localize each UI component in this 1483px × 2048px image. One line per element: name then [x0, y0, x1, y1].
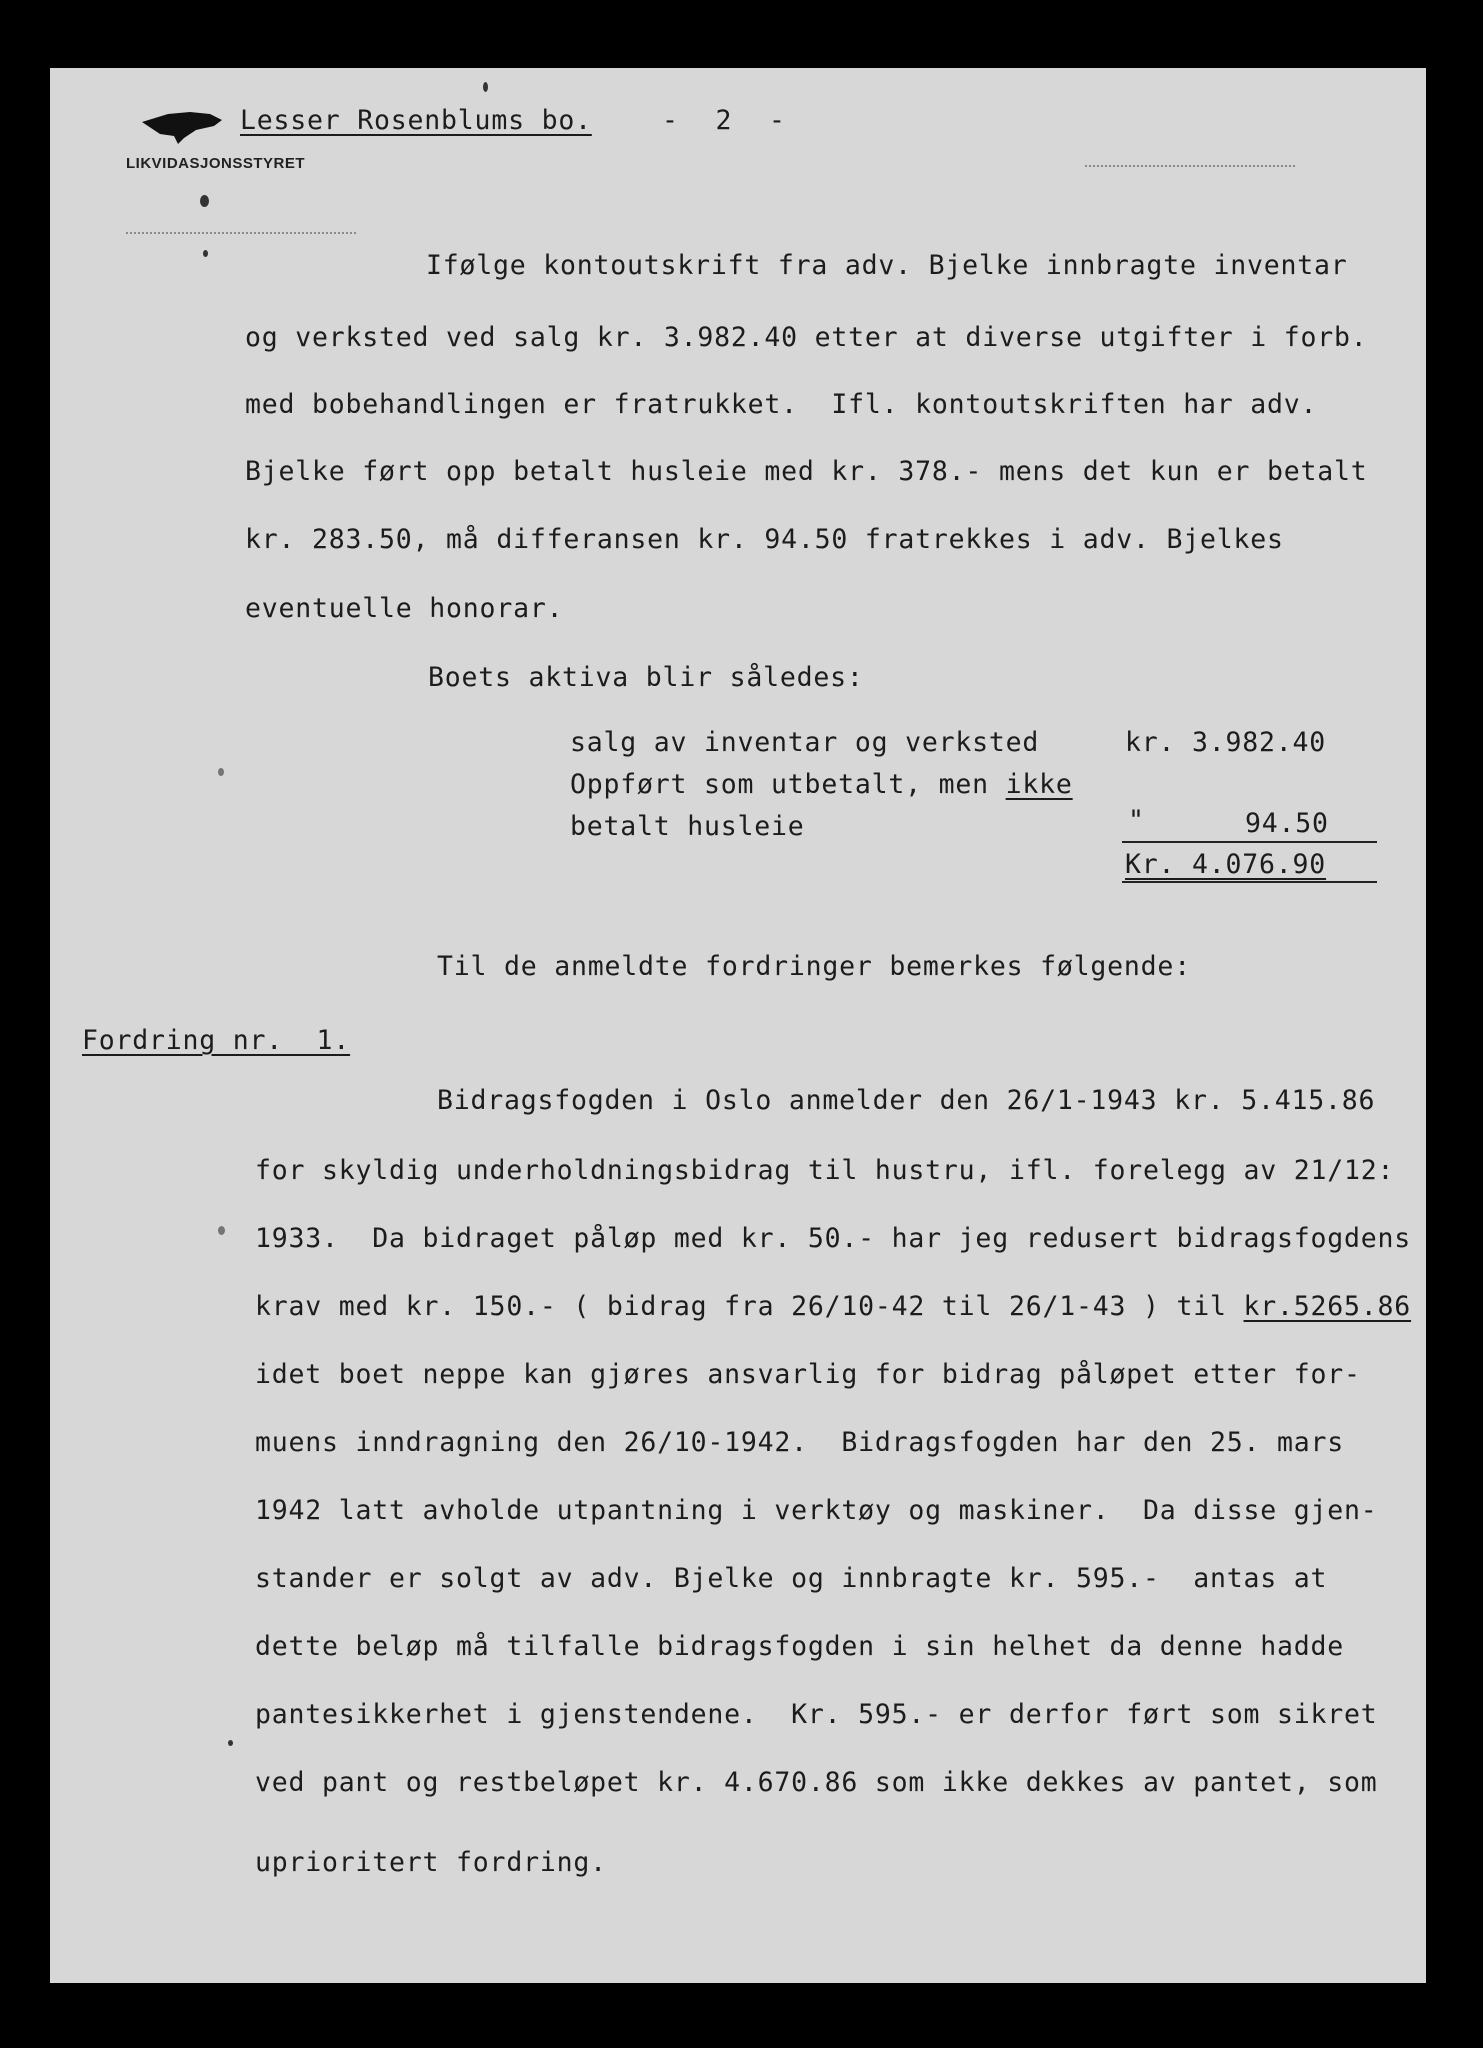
- claim-line: [255, 1291, 1412, 1322]
- intro-line: Ifølge kontoutskrift fra adv. Bjelke innbragte inventar: [426, 250, 1348, 281]
- claim-reduced-amount: kr.5265.86: [1243, 1291, 1412, 1322]
- asset-label-rent: [570, 769, 1073, 800]
- intro-line: kr. 283.50, må differansen kr. 94.50 fratrekkes i adv. Bjelkes: [245, 524, 1284, 555]
- scan-speck: [203, 250, 208, 257]
- asset-label-rent-emphasis: ikke: [1005, 769, 1073, 800]
- asset-label-rent-cont: betalt husleie: [570, 811, 805, 842]
- scan-speck: [218, 1226, 225, 1235]
- sum-rule: [1122, 841, 1377, 843]
- asset-amount-sale: kr. 3.982.40: [1125, 727, 1327, 758]
- asset-total: Kr. 4.076.90: [1125, 849, 1327, 880]
- claim-line: for skyldig underholdningsbidrag til hustru, ifl. forelegg av 21/12:: [255, 1155, 1395, 1186]
- intro-line: Bjelke ført opp betalt husleie med kr. 378.- mens det kun er betalt: [245, 456, 1368, 487]
- scan-speck: [200, 195, 209, 207]
- estate-title: Lesser Rosenblums bo.: [240, 105, 592, 136]
- claim-line-text: krav med kr. 150.- ( bidrag fra 26/10-42 til 26/1-43 ) til: [255, 1291, 1244, 1322]
- claim-line: 1942 latt avholde utpantning i verktøy og maskiner. Da disse gjen-: [255, 1495, 1378, 1526]
- claim-line: ved pant og restbeløpet kr. 4.670.86 som ikke dekkes av pantet, som: [255, 1767, 1378, 1798]
- claim-line: dette beløp må tilfalle bidragsfogden i sin helhet da denne hadde: [255, 1631, 1345, 1662]
- scan-speck: [483, 82, 488, 92]
- claim-title: Fordring nr. 1.: [82, 1025, 351, 1056]
- asset-amount-rent: 94.50: [1245, 808, 1329, 839]
- claim-line: muens inndragning den 26/10-1942. Bidragsfogden har den 25. mars: [255, 1427, 1345, 1458]
- org-name: LIKVIDASJONSSTYRET: [126, 155, 306, 172]
- asset-label-sale: salg av inventar og verksted: [570, 727, 1040, 758]
- claim-line: 1933. Da bidraget påløp med kr. 50.- har jeg redusert bidragsfogdens: [255, 1223, 1412, 1254]
- intro-line: med bobehandlingen er fratrukket. Ifl. kontoutskriften har adv.: [245, 389, 1318, 420]
- claim-line: uprioritert fordring.: [255, 1847, 607, 1878]
- asset-amount-ditto: ": [1128, 805, 1145, 836]
- claim-line: idet boet neppe kan gjøres ansvarlig for bidrag påløpet etter for-: [255, 1359, 1361, 1390]
- intro-line: og verksted ved salg kr. 3.982.40 etter at diverse utgifter i forb.: [245, 322, 1368, 353]
- intro-line: eventuelle honorar.: [245, 593, 564, 624]
- asset-label-rent-text: Oppført som utbetalt, men: [570, 769, 1006, 800]
- claim-line: stander er solgt av adv. Bjelke og innbragte kr. 595.- antas at: [255, 1563, 1328, 1594]
- logo-emblem-icon: [138, 108, 228, 148]
- claim-line: pantesikkerhet i gjenstendene. Kr. 595.- er derfor ført som sikret: [255, 1699, 1378, 1730]
- total-rule: [1122, 881, 1377, 883]
- assets-heading: Boets aktiva blir således:: [428, 662, 864, 693]
- header-divider: [126, 232, 356, 234]
- claims-heading: Til de anmeldte fordringer bemerkes følgende:: [437, 951, 1191, 982]
- claim-line: Bidragsfogden i Oslo anmelder den 26/1-1943 kr. 5.415.86: [437, 1085, 1376, 1116]
- page-marker: - 2 -: [662, 105, 786, 136]
- header-divider-right: [1085, 165, 1295, 167]
- scan-speck: [228, 1740, 233, 1746]
- scan-speck: [218, 768, 224, 776]
